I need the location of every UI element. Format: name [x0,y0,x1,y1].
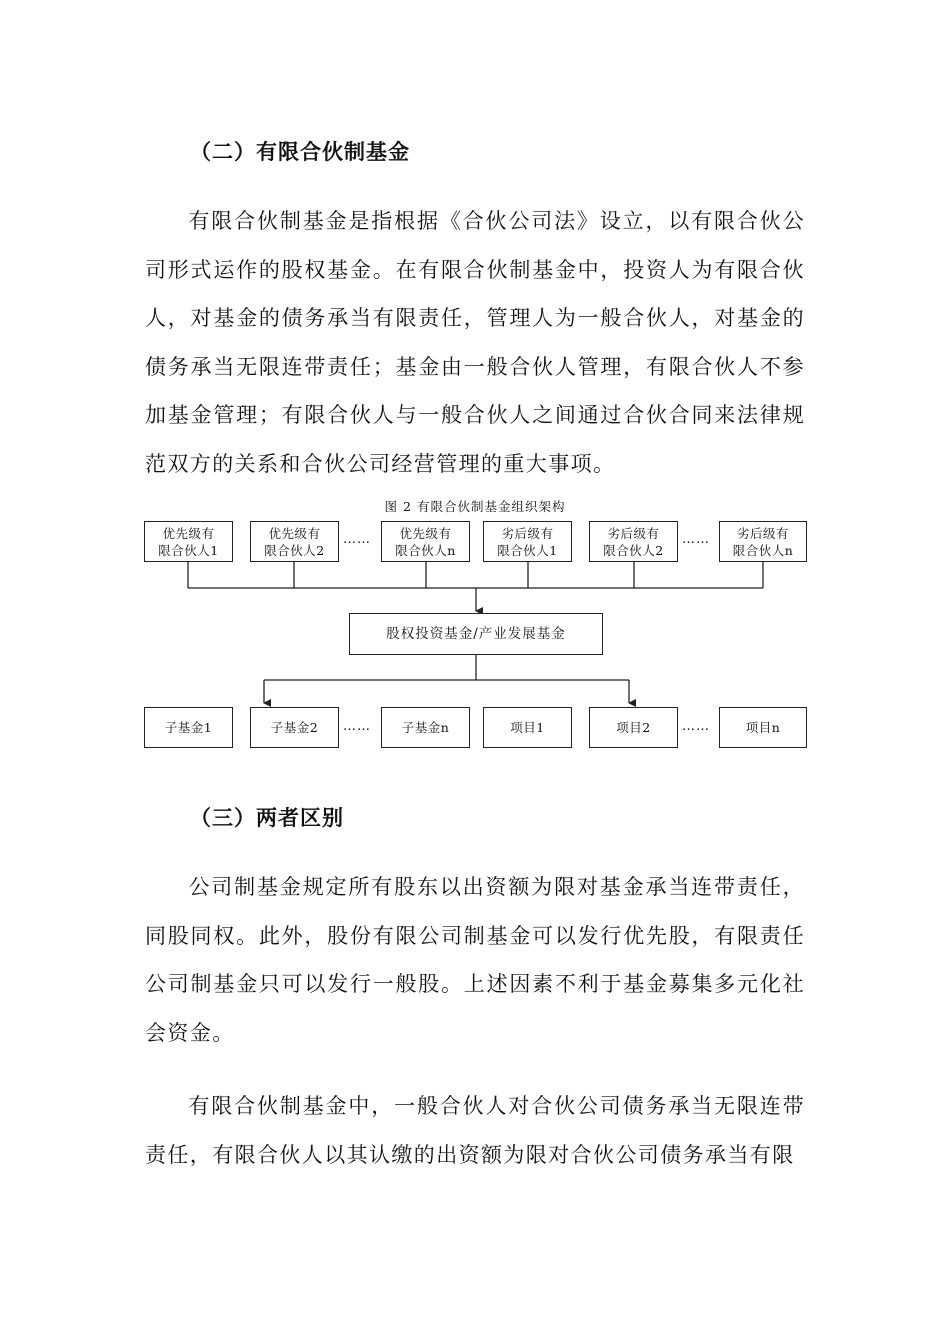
ellipsis-top-right: …… [682,532,710,547]
partner-box-junior-1 [483,521,572,562]
partner-label: 劣后级有限合伙人2 [603,525,664,558]
partner-box-senior-n [381,521,470,562]
child-label: 子基金n [401,720,450,735]
section-3-heading: （三）两者区别 [190,806,344,830]
partner-label: 劣后级有限合伙人1 [497,525,558,558]
section-3-paragraph-1-text: 公司制基金规定所有股东以出资额为限对基金承当连带责任，同股同权。此外，股份有限公司制基金可以发行优先股，有限责任公司制基金只可以发行一般股。上述因素不利于基金募集多元化社会资金。 [145,875,805,1045]
ellipsis-bottom-right: …… [682,719,710,734]
section-3-paragraph-2 [145,1082,805,1179]
partner-label: 优先级有限合伙人n [395,525,456,558]
section-3-paragraph-1 [145,863,805,1057]
fund-box [349,613,603,655]
child-label: 子基金2 [270,720,319,735]
section-2-heading: （二）有限合伙制基金 [190,140,410,164]
child-box-subfund-n [381,707,470,748]
section-3-paragraph-2-text: 有限合伙制基金中，一般合伙人对合伙公司债务承当无限连带责任，有限合伙人以其认缴的出资额为限对合伙公司债务承当有限 [145,1094,805,1167]
partner-box-senior-2 [250,521,339,562]
child-box-project-2 [589,707,678,748]
partner-box-senior-1 [144,521,233,562]
section-2-paragraph-text: 有限合伙制基金是指根据《合伙公司法》设立，以有限合伙公司形式运作的股权基金。在有限合伙制基金中，投资人为有限合伙人，对基金的债务承当有限责任，管理人为一般合伙人，对基金的债务承当无限连带责任；基金由一般合伙人管理，有限合伙人不参加基金管理；有限合伙人与一般合伙人之间通过合伙合同来法律规范双方的关系和合伙公司经营管理的重大事项。 [145,209,805,476]
child-label: 项目2 [616,720,651,735]
partner-box-junior-2 [589,521,678,562]
partner-label: 优先级有限合伙人1 [158,525,219,558]
partner-label: 优先级有限合伙人2 [264,525,325,558]
child-label: 项目1 [510,720,545,735]
ellipsis-bottom-left: …… [343,719,371,734]
partner-box-junior-n [719,521,807,562]
child-label: 子基金1 [164,720,213,735]
figure-caption: 图 2 有限合伙制基金组织架构 [384,499,566,514]
partner-label: 劣后级有限合伙人n [732,525,794,558]
child-box-project-n [719,707,807,748]
ellipsis-top-left: …… [343,532,371,547]
fund-label: 股权投资基金/产业发展基金 [386,625,566,642]
child-box-project-1 [483,707,572,748]
child-label: 项目n [745,720,781,735]
child-box-subfund-1 [144,707,233,748]
child-box-subfund-2 [250,707,339,748]
